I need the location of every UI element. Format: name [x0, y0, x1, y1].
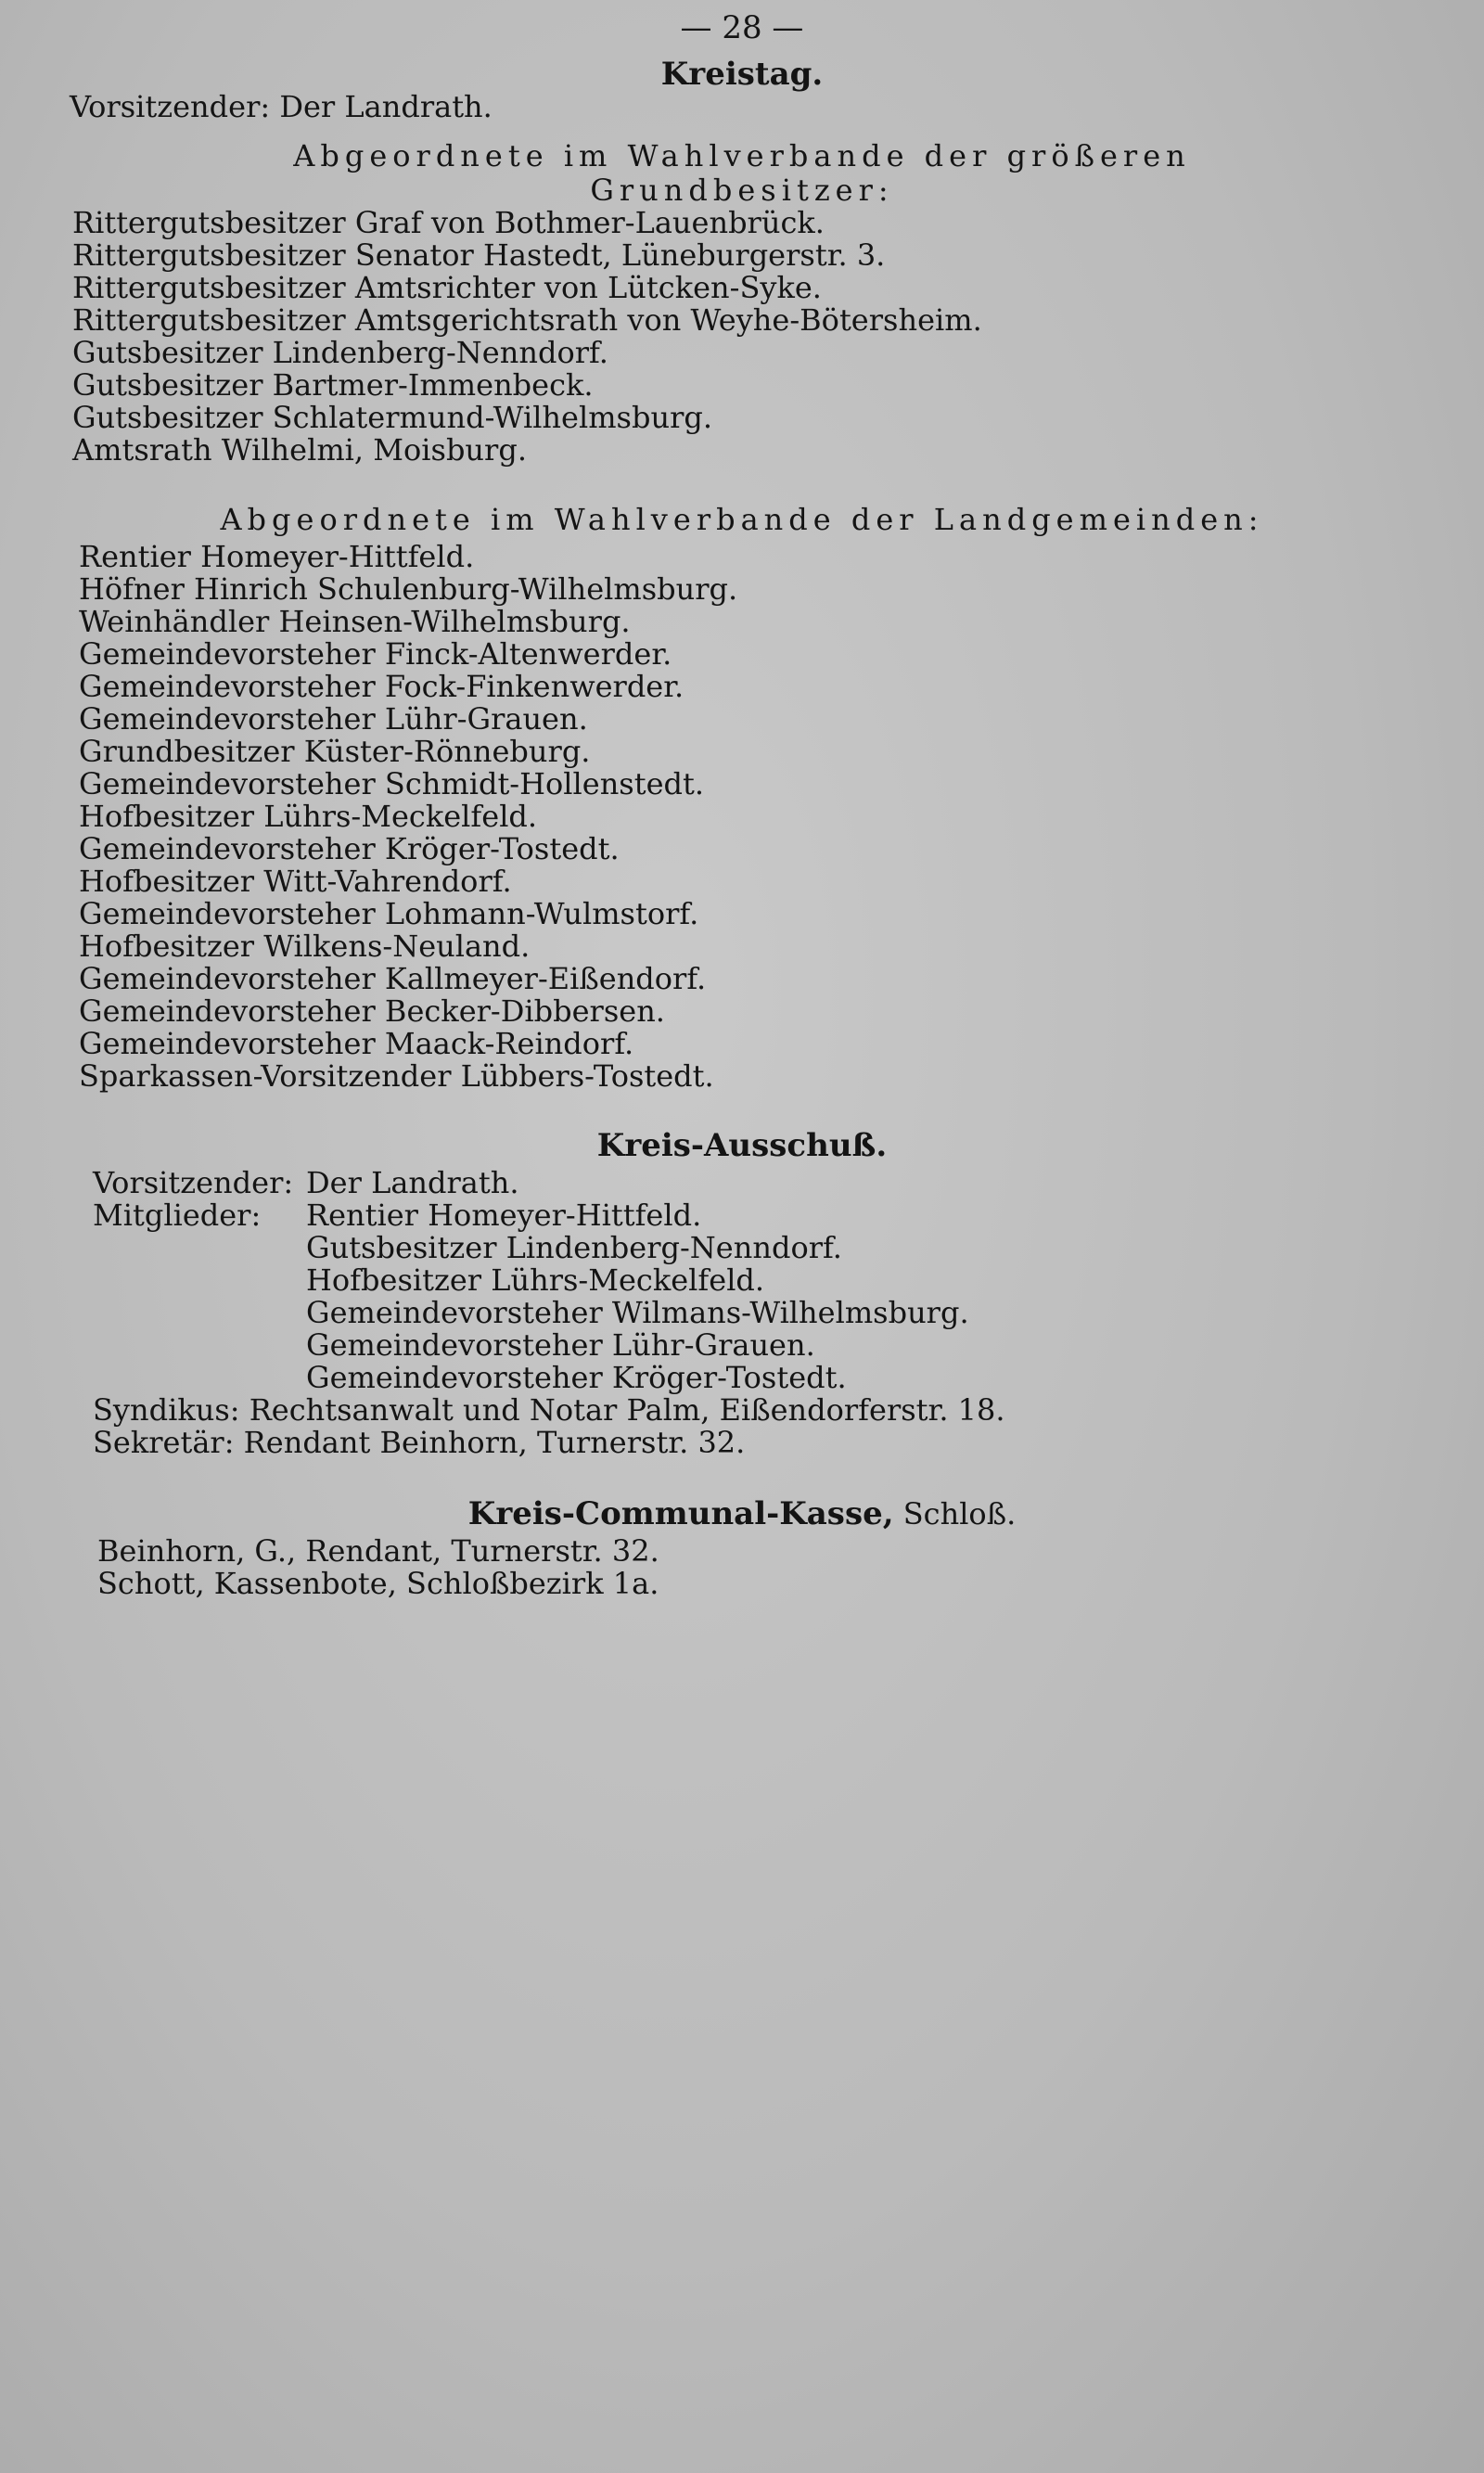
group1-item: Rittergutsbesitzer Amtsgerichtsrath von Weyhe-Bötersheim. [72, 302, 982, 338]
group2-item: Weinhändler Heinsen-Wilhelmsburg. [79, 604, 631, 639]
group2-item: Hofbesitzer Witt-Vahrendorf. [79, 864, 512, 899]
group2-item: Grundbesitzer Küster-Rönneburg. [79, 734, 591, 769]
ausschuss-member: Hofbesitzer Lührs-Meckelfeld. [306, 1262, 765, 1298]
group2-item: Gemeindevorsteher Fock-Finkenwerder. [79, 669, 684, 704]
ausschuss-members-first [93, 1197, 701, 1234]
ausschuss-chair-label: Vorsitzender: [93, 1165, 294, 1200]
group2-item: Gemeindevorsteher Kröger-Tostedt. [79, 831, 620, 866]
ausschuss-member: Gemeindevorsteher Kröger-Tostedt. [306, 1360, 847, 1395]
kasse-location: Schloß. [893, 1496, 1017, 1531]
group2-item: Gemeindevorsteher Schmidt-Hollenstedt. [79, 766, 705, 801]
ausschuss-members-label: Mitglieder: [93, 1198, 262, 1233]
kasse-entry: Beinhorn, G., Rendant, Turnerstr. 32. [97, 1533, 659, 1569]
group2-heading: Abgeordnete im Wahlverbande der Landgemeinden: [220, 502, 1264, 537]
ausschuss-member: Gutsbesitzer Lindenberg-Nenndorf. [306, 1230, 842, 1265]
ausschuss-sekretaer: Sekretär: Rendant Beinhorn, Turnerstr. 32. [93, 1425, 746, 1460]
group1-item: Amtsrath Wilhelmi, Moisburg. [72, 432, 527, 468]
group2-item: Gemeindevorsteher Becker-Dibbersen. [79, 993, 665, 1029]
group1-heading-line1: Abgeordnete im Wahlverbande der größeren [293, 138, 1191, 173]
group2-item: Gemeindevorsteher Finck-Altenwerder. [79, 636, 672, 672]
group2-item: Gemeindevorsteher Maack-Reindorf. [79, 1026, 634, 1061]
ausschuss-syndikus: Syndikus: Rechtsanwalt und Notar Palm, Eißendorferstr. 18. [93, 1392, 1005, 1428]
group1-item: Gutsbesitzer Bartmer-Immenbeck. [72, 367, 594, 403]
ausschuss-chair [93, 1164, 519, 1201]
group2-item: Sparkassen-Vorsitzender Lübbers-Tostedt. [79, 1058, 714, 1094]
group1-item: Gutsbesitzer Schlatermund-Wilhelmsburg. [72, 400, 713, 435]
group2-item: Gemeindevorsteher Lohmann-Wulmstorf. [79, 896, 699, 931]
group2-item: Rentier Homeyer-Hittfeld. [79, 539, 475, 574]
group1-item: Rittergutsbesitzer Amtsrichter von Lütcken-Syke. [72, 270, 822, 305]
group2-item: Hofbesitzer Wilkens-Neuland. [79, 929, 531, 964]
group2-item: Hofbesitzer Lührs-Meckelfeld. [79, 799, 538, 834]
group1-item: Rittergutsbesitzer Senator Hastedt, Lüneburgerstr. 3. [72, 237, 886, 273]
ausschuss-member: Gemeindevorsteher Wilmans-Wilhelmsburg. [306, 1295, 969, 1330]
group1-item: Gutsbesitzer Lindenberg-Nenndorf. [72, 335, 608, 370]
group2-item: Gemeindevorsteher Lühr-Grauen. [79, 701, 588, 737]
ausschuss-heading: Kreis-Ausschuß. [596, 1127, 888, 1164]
group1-heading-line2: Grundbesitzer: [590, 173, 894, 208]
kasse-title: Kreis-Communal-Kasse, [467, 1495, 894, 1532]
ausschuss-member: Rentier Homeyer-Hittfeld. [306, 1198, 702, 1233]
group2-item: Höfner Hinrich Schulenburg-Wilhelmsburg. [79, 571, 738, 607]
ausschuss-member: Gemeindevorsteher Lühr-Grauen. [306, 1327, 815, 1363]
group1-item: Rittergutsbesitzer Graf von Bothmer-Lauenbrück. [72, 205, 825, 240]
kasse-heading [0, 1495, 1484, 1532]
ausschuss-chair-value: Der Landrath. [306, 1165, 519, 1200]
page-number: — 28 — [680, 9, 804, 46]
kasse-entry: Schott, Kassenbote, Schloßbezirk 1a. [97, 1566, 659, 1601]
kreistag-chair: Vorsitzender: Der Landrath. [70, 89, 493, 124]
group2-item: Gemeindevorsteher Kallmeyer-Eißendorf. [79, 961, 707, 996]
kreistag-heading: Kreistag. [660, 56, 824, 93]
